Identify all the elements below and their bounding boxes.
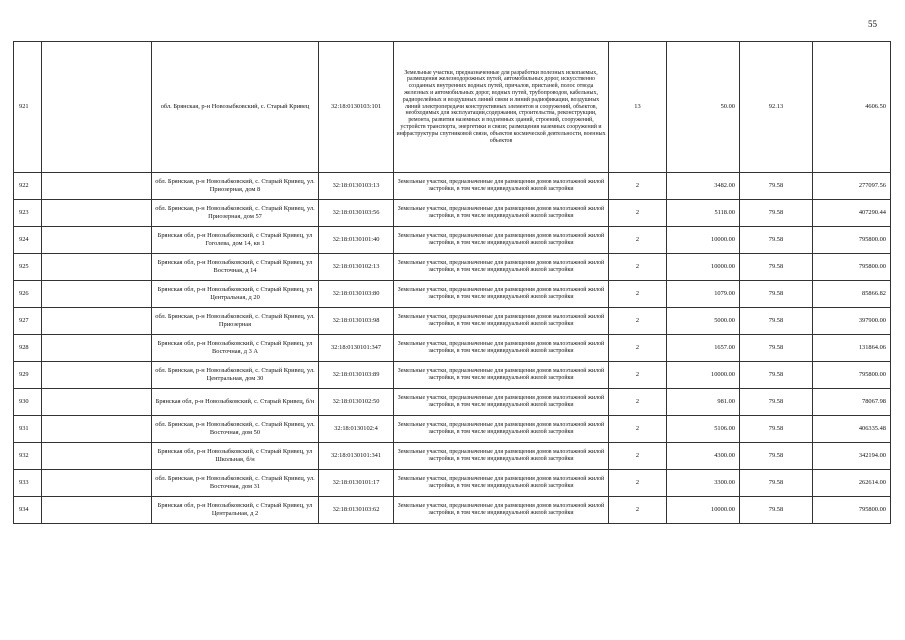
table-row — [14, 443, 891, 470]
row-number-cell: 933 — [14, 470, 42, 497]
cadastral-number-cell: 32:18:0130101:40 — [319, 227, 394, 254]
cadastral-value-cell: 85866.82 — [813, 281, 891, 308]
row-number-cell: 932 — [14, 443, 42, 470]
row-number-cell: 926 — [14, 281, 42, 308]
address-cell: Брянская обл, р-н Новозыбковский, с Старый Кривец, ул Восточная, д 3 А — [152, 335, 319, 362]
cadastral-number-cell: 32:18:0130101:17 — [319, 470, 394, 497]
blank-cell — [42, 497, 152, 524]
address-cell: Брянская обл, р-н Новозыбковский, с. Старый Кривец, б/н — [152, 389, 319, 416]
area-cell: 10000.00 — [667, 497, 740, 524]
row-number-cell: 925 — [14, 254, 42, 281]
blank-cell — [42, 200, 152, 227]
use-code-cell: 2 — [609, 281, 667, 308]
use-code-cell: 2 — [609, 443, 667, 470]
land-use-purpose-cell: Земельные участки, предназначенные для размещения домов малоэтажной жилой застройки, в том числе индивидуальной жилой застройки — [394, 443, 609, 470]
address-cell: обл. Брянская, р-н Новозыбковский, с. Старый Кривец, ул. Восточная, дом 31 — [152, 470, 319, 497]
blank-cell — [42, 227, 152, 254]
blank-cell — [42, 416, 152, 443]
use-code-cell: 2 — [609, 227, 667, 254]
land-use-purpose-cell: Земельные участки, предназначенные для размещения домов малоэтажной жилой застройки, в том числе индивидуальной жилой застройки — [394, 308, 609, 335]
row-number-cell: 929 — [14, 362, 42, 389]
use-code-cell: 2 — [609, 254, 667, 281]
area-cell: 5118.00 — [667, 200, 740, 227]
area-cell: 981.00 — [667, 389, 740, 416]
row-number-cell: 927 — [14, 308, 42, 335]
row-number-cell: 922 — [14, 173, 42, 200]
row-number-cell: 934 — [14, 497, 42, 524]
rate-cell: 79.58 — [740, 416, 813, 443]
cadastral-number-cell: 32:18:0130102:4 — [319, 416, 394, 443]
land-use-purpose-cell: Земельные участки, предназначенные для размещения домов малоэтажной жилой застройки, в том числе индивидуальной жилой застройки — [394, 200, 609, 227]
land-use-purpose-cell: Земельные участки, предназначенные для разработки полезных ископаемых, размещения железнодорожных путей, автомобильных дорог, искусственно созданных внутренних водных путей, причалов, пристаней, полос отвода железных и автомобильных дорог, водных путей, трубопроводов, кабельных, радиорелейных и воздушных линий связи и линий радиофикации, воздушных линий электропередачи конструктивных элементов и сооружений, объектов, необходимых для эксплуатации,содержания, строительства, реконструкции, ремонта, развития наземных и подземных зданий, строений, сооружений, устройств транспорта, энергетики и связи; размещения наземных сооружений и инфраструктуры спутниковой связи, объектов космической деятельности, военных объектов — [394, 42, 609, 173]
blank-cell — [42, 389, 152, 416]
land-use-purpose-cell: Земельные участки, предназначенные для размещения домов малоэтажной жилой застройки, в том числе индивидуальной жилой застройки — [394, 389, 609, 416]
cadastral-value-cell: 795800.00 — [813, 227, 891, 254]
cadastral-value-cell: 407290.44 — [813, 200, 891, 227]
table-body — [14, 42, 891, 524]
use-code-cell: 2 — [609, 470, 667, 497]
cadastral-value-cell: 795800.00 — [813, 254, 891, 281]
land-use-purpose-cell: Земельные участки, предназначенные для размещения домов малоэтажной жилой застройки, в том числе индивидуальной жилой застройки — [394, 362, 609, 389]
table-row — [14, 173, 891, 200]
use-code-cell: 13 — [609, 42, 667, 173]
table-row — [14, 470, 891, 497]
table-row — [14, 389, 891, 416]
row-number-cell: 928 — [14, 335, 42, 362]
cadastral-value-cell: 406335.48 — [813, 416, 891, 443]
table-row — [14, 308, 891, 335]
page-number: 55 — [868, 19, 877, 29]
cadastral-number-cell: 32:18:0130102:50 — [319, 389, 394, 416]
blank-cell — [42, 173, 152, 200]
land-use-purpose-cell: Земельные участки, предназначенные для размещения домов малоэтажной жилой застройки, в том числе индивидуальной жилой застройки — [394, 335, 609, 362]
area-cell: 10000.00 — [667, 227, 740, 254]
area-cell: 1079.00 — [667, 281, 740, 308]
blank-cell — [42, 443, 152, 470]
cadastral-number-cell: 32:18:0130103:80 — [319, 281, 394, 308]
cadastral-number-cell: 32:18:0130103:98 — [319, 308, 394, 335]
table-row — [14, 227, 891, 254]
cadastral-value-cell: 262614.00 — [813, 470, 891, 497]
area-cell: 5000.00 — [667, 308, 740, 335]
address-cell: обл. Брянская, р-н Новозыбковский, с. Старый Кривец, ул. Центральная, дом 30 — [152, 362, 319, 389]
address-cell: обл. Брянская, р-н Новозыбковский, с. Старый Кривец, ул. Приозерная, дом 8 — [152, 173, 319, 200]
area-cell: 10000.00 — [667, 254, 740, 281]
rate-cell: 79.58 — [740, 335, 813, 362]
cadastral-number-cell: 32:18:0130103:56 — [319, 200, 394, 227]
use-code-cell: 2 — [609, 308, 667, 335]
cadastral-value-cell: 795800.00 — [813, 362, 891, 389]
cadastral-number-cell: 32:18:0130103:62 — [319, 497, 394, 524]
area-cell: 1657.00 — [667, 335, 740, 362]
row-number-cell: 924 — [14, 227, 42, 254]
cadastral-value-cell: 277097.56 — [813, 173, 891, 200]
blank-cell — [42, 335, 152, 362]
land-use-purpose-cell: Земельные участки, предназначенные для размещения домов малоэтажной жилой застройки, в том числе индивидуальной жилой застройки — [394, 497, 609, 524]
address-cell: Брянская обл, р-н Новозыбковский, с Старый Кривец, ул Школьная, б/н — [152, 443, 319, 470]
use-code-cell: 2 — [609, 335, 667, 362]
cadastral-value-cell: 131864.06 — [813, 335, 891, 362]
use-code-cell: 2 — [609, 200, 667, 227]
area-cell: 3300.00 — [667, 470, 740, 497]
area-cell: 4300.00 — [667, 443, 740, 470]
blank-cell — [42, 362, 152, 389]
rate-cell: 79.58 — [740, 281, 813, 308]
use-code-cell: 2 — [609, 362, 667, 389]
address-cell: обл. Брянская, р-н Новозыбковский, с. Старый Кривец — [152, 42, 319, 173]
land-use-purpose-cell: Земельные участки, предназначенные для размещения домов малоэтажной жилой застройки, в том числе индивидуальной жилой застройки — [394, 227, 609, 254]
cadastral-number-cell: 32:18:0130103:13 — [319, 173, 394, 200]
row-number-cell: 921 — [14, 42, 42, 173]
table-row — [14, 42, 891, 173]
land-registry-table — [13, 41, 891, 524]
rate-cell: 79.58 — [740, 443, 813, 470]
table-row — [14, 335, 891, 362]
cadastral-value-cell: 4606.50 — [813, 42, 891, 173]
use-code-cell: 2 — [609, 389, 667, 416]
table-row — [14, 200, 891, 227]
address-cell: Брянская обл, р-н Новозыбковский, с Старый Кривец, ул Центральная, д 2 — [152, 497, 319, 524]
cadastral-value-cell: 795800.00 — [813, 497, 891, 524]
rate-cell: 79.58 — [740, 200, 813, 227]
blank-cell — [42, 470, 152, 497]
area-cell: 5106.00 — [667, 416, 740, 443]
cadastral-number-cell: 32:18:0130103:101 — [319, 42, 394, 173]
address-cell: Брянская обл, р-н Новозыбковский, с Старый Кривец, ул Центральная, д 20 — [152, 281, 319, 308]
land-use-purpose-cell: Земельные участки, предназначенные для размещения домов малоэтажной жилой застройки, в том числе индивидуальной жилой застройки — [394, 281, 609, 308]
blank-cell — [42, 281, 152, 308]
rate-cell: 79.58 — [740, 173, 813, 200]
address-cell: Брянская обл, р-н Новозыбковский, с Старый Кривец, ул Восточная, д 14 — [152, 254, 319, 281]
cadastral-value-cell: 397900.00 — [813, 308, 891, 335]
table-row — [14, 254, 891, 281]
row-number-cell: 931 — [14, 416, 42, 443]
cadastral-number-cell: 32:18:0130101:341 — [319, 443, 394, 470]
row-number-cell: 923 — [14, 200, 42, 227]
cadastral-number-cell: 32:18:0130102:13 — [319, 254, 394, 281]
table-row — [14, 497, 891, 524]
rate-cell: 79.58 — [740, 308, 813, 335]
rate-cell: 79.58 — [740, 362, 813, 389]
rate-cell: 79.58 — [740, 254, 813, 281]
blank-cell — [42, 42, 152, 173]
area-cell: 50.00 — [667, 42, 740, 173]
address-cell: обл. Брянская, р-н Новозыбковский, с. Старый Кривец, ул. Приозерная, дом 57 — [152, 200, 319, 227]
rate-cell: 79.58 — [740, 497, 813, 524]
row-number-cell: 930 — [14, 389, 42, 416]
address-cell: обл. Брянская, р-н Новозыбковский, с. Старый Кривец, ул. Приозерная — [152, 308, 319, 335]
rate-cell: 79.58 — [740, 470, 813, 497]
use-code-cell: 2 — [609, 416, 667, 443]
table-row — [14, 362, 891, 389]
cadastral-value-cell: 78067.98 — [813, 389, 891, 416]
use-code-cell: 2 — [609, 173, 667, 200]
cadastral-number-cell: 32:18:0130101:347 — [319, 335, 394, 362]
area-cell: 3482.00 — [667, 173, 740, 200]
rate-cell: 79.58 — [740, 227, 813, 254]
rate-cell: 92.13 — [740, 42, 813, 173]
area-cell: 10000.00 — [667, 362, 740, 389]
cadastral-number-cell: 32:18:0130103:89 — [319, 362, 394, 389]
use-code-cell: 2 — [609, 497, 667, 524]
blank-cell — [42, 254, 152, 281]
land-use-purpose-cell: Земельные участки, предназначенные для размещения домов малоэтажной жилой застройки, в том числе индивидуальной жилой застройки — [394, 470, 609, 497]
cadastral-value-cell: 342194.00 — [813, 443, 891, 470]
land-use-purpose-cell: Земельные участки, предназначенные для размещения домов малоэтажной жилой застройки, в том числе индивидуальной жилой застройки — [394, 416, 609, 443]
address-cell: Брянская обл, р-н Новозыбковский, с Старый Кривец, ул Гоголева, дом 14, кв 1 — [152, 227, 319, 254]
land-use-purpose-cell: Земельные участки, предназначенные для размещения домов малоэтажной жилой застройки, в том числе индивидуальной жилой застройки — [394, 173, 609, 200]
table-row — [14, 416, 891, 443]
land-use-purpose-cell: Земельные участки, предназначенные для размещения домов малоэтажной жилой застройки, в том числе индивидуальной жилой застройки — [394, 254, 609, 281]
address-cell: обл. Брянская, р-н Новозыбковский, с. Старый Кривец, ул. Восточная, дом 50 — [152, 416, 319, 443]
rate-cell: 79.58 — [740, 389, 813, 416]
table-row — [14, 281, 891, 308]
blank-cell — [42, 308, 152, 335]
